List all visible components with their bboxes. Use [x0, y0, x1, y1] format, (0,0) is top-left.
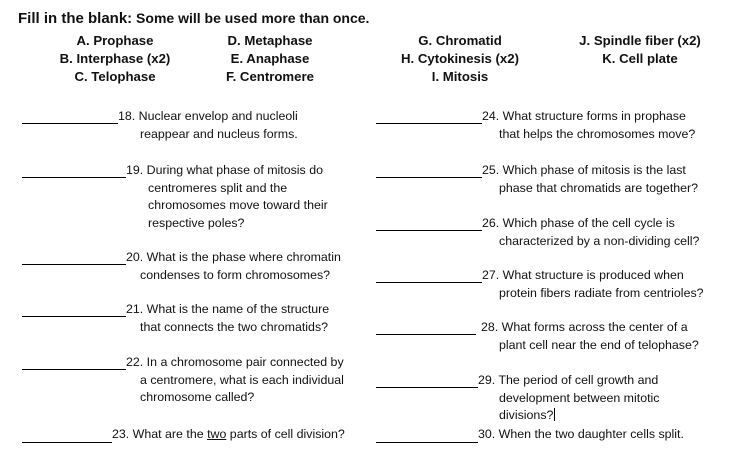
answer-blank-22[interactable] — [22, 369, 126, 370]
word-bank-item: I. Mitosis — [431, 69, 489, 84]
question-29 — [478, 372, 659, 425]
word-bank-column-4 — [565, 32, 715, 68]
answer-blank-27[interactable] — [376, 282, 482, 283]
question-emphasis: two — [207, 427, 227, 441]
answer-blank-18[interactable] — [22, 123, 118, 124]
word-bank-item: A. Prophase — [76, 33, 154, 48]
question-20 — [126, 249, 341, 284]
question-text: 23. What are the — [112, 427, 208, 441]
text-cursor — [554, 408, 555, 421]
question-line: 18. Nuclear envelop and nucleoli — [118, 109, 298, 123]
answer-blank-24[interactable] — [376, 123, 482, 124]
answer-blank-29[interactable] — [376, 387, 478, 388]
question-25 — [482, 162, 698, 197]
question-30 — [478, 426, 684, 444]
answer-blank-26[interactable] — [376, 230, 482, 231]
question-line: chromosome called? — [140, 390, 255, 404]
question-line: a centromere, what is each individual — [140, 372, 344, 387]
word-bank-item: H. Cytokinesis (x2) — [401, 51, 519, 66]
question-line: 29. The period of cell growth and — [478, 373, 659, 387]
question-22 — [126, 354, 344, 407]
answer-blank-30[interactable] — [376, 442, 478, 443]
question-19 — [126, 162, 328, 232]
word-bank-item: B. Interphase (x2) — [59, 51, 171, 66]
word-bank-item: C. Telophase — [74, 69, 156, 84]
word-bank-item: F. Centromere — [226, 69, 314, 84]
question-27 — [482, 267, 704, 302]
question-23 — [112, 426, 345, 444]
question-line: development between mitotic — [499, 390, 660, 405]
question-line: that helps the chromosomes move? — [499, 126, 696, 141]
word-bank-column-2 — [205, 32, 335, 86]
answer-blank-25[interactable] — [376, 177, 482, 178]
question-21 — [126, 301, 329, 336]
title-rest: Some will be used more than once. — [132, 10, 370, 26]
question-26 — [482, 215, 699, 250]
instructions-title — [18, 10, 369, 27]
question-line: characterized by a non-dividing cell? — [499, 233, 700, 248]
question-line: respective poles? — [148, 215, 245, 230]
question-line: 21. What is the name of the structure — [126, 302, 330, 316]
question-text: parts of cell division? — [226, 427, 345, 441]
question-line: condenses to form chromosomes? — [140, 267, 331, 282]
answer-blank-19[interactable] — [22, 177, 126, 178]
question-line: 26. Which phase of the cell cycle is — [482, 216, 675, 230]
word-bank-column-1 — [30, 32, 200, 86]
word-bank-item: J. Spindle fiber (x2) — [579, 33, 701, 48]
question-line: centromeres split and the — [148, 180, 288, 195]
question-line: 28. What forms across the center of a — [481, 320, 688, 334]
word-bank-item: D. Metaphase — [227, 33, 313, 48]
question-line: 30. When the two daughter cells split. — [478, 427, 684, 441]
word-bank-item: E. Anaphase — [230, 51, 310, 66]
answer-blank-21[interactable] — [22, 316, 126, 317]
question-line: protein fibers radiate from centrioles? — [499, 285, 704, 300]
answer-blank-28[interactable] — [376, 334, 476, 335]
question-18 — [118, 108, 298, 143]
question-line: 20. What is the phase where chromatin — [126, 250, 341, 264]
question-line: 19. During what phase of mitosis do — [126, 163, 323, 177]
question-28 — [481, 319, 699, 354]
answer-blank-23[interactable] — [22, 442, 112, 443]
question-line: plant cell near the end of telophase? — [499, 337, 699, 352]
question-24 — [482, 108, 695, 143]
word-bank-column-3 — [390, 32, 530, 86]
answer-blank-20[interactable] — [22, 264, 126, 265]
question-line: phase that chromatids are together? — [499, 180, 699, 195]
question-line: reappear and nucleus forms. — [140, 126, 298, 141]
question-line: 25. Which phase of mitosis is the last — [482, 163, 686, 177]
question-line: divisions? — [499, 408, 554, 422]
question-line: chromosomes move toward their — [148, 198, 328, 212]
title-bold: Fill in the blank: — [18, 10, 133, 27]
question-line: that connects the two chromatids? — [140, 319, 329, 334]
word-bank-item: K. Cell plate — [602, 51, 678, 66]
word-bank-item: G. Chromatid — [418, 33, 502, 48]
question-line: 22. In a chromosome pair connected by — [126, 355, 344, 369]
question-line: 27. What structure is produced when — [482, 268, 684, 282]
question-line: 24. What structure forms in prophase — [482, 109, 686, 123]
